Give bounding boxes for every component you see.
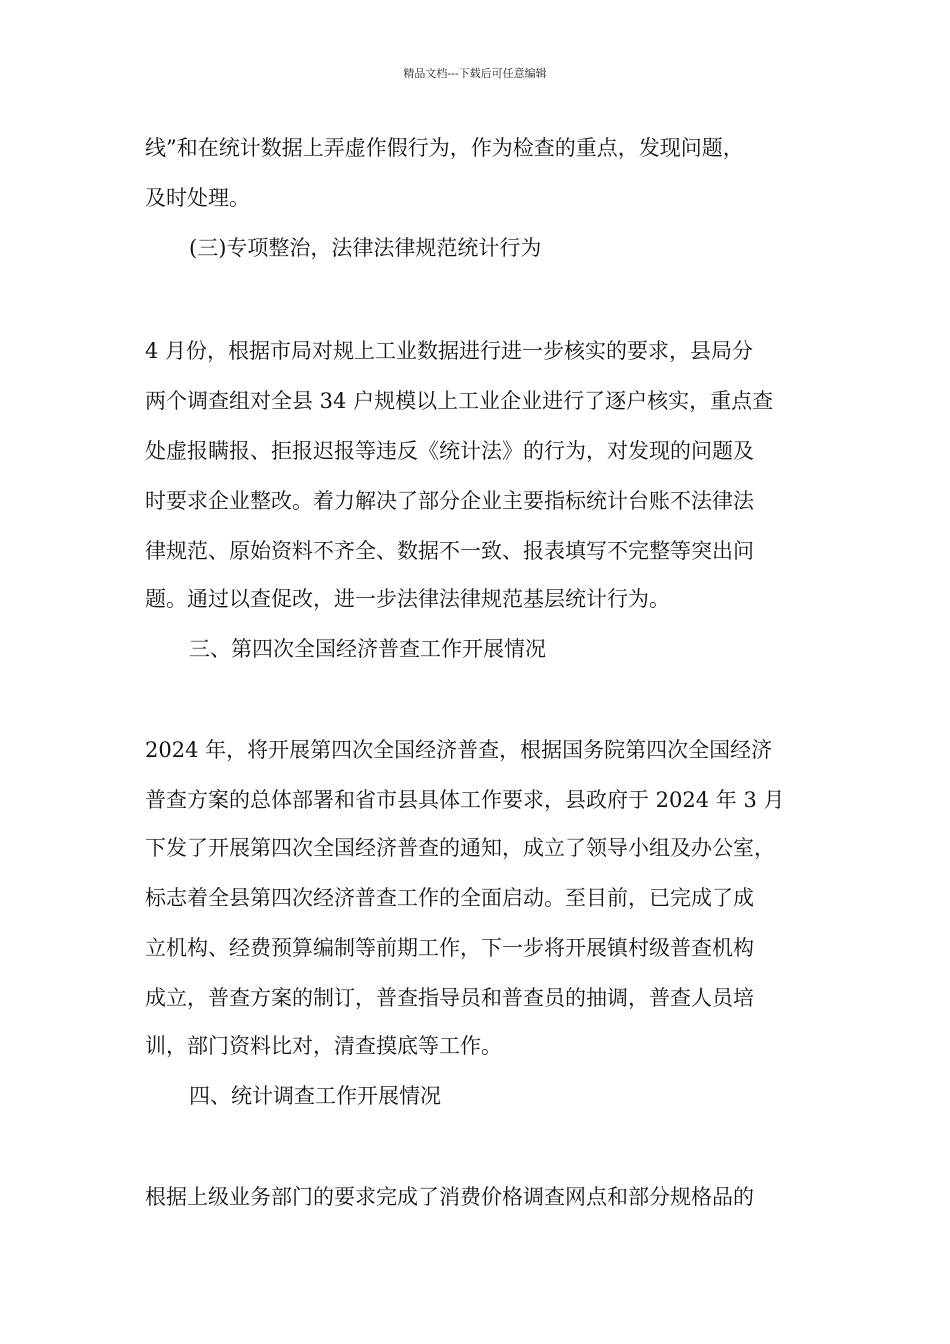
paragraph-line: 4 月份，根据市局对规上工业数据进行进一步核实的要求，县局分 — [145, 339, 754, 363]
paragraph-line: 及时处理。 — [145, 186, 250, 210]
paragraph-line: 2024 年，将开展第四次全国经济普查，根据国务院第四次全国经济 — [145, 738, 773, 762]
paragraph-line: 处虚报瞒报、拒报迟报等违反《统计法》的行为，对发现的问题及 — [145, 439, 754, 463]
paragraph-line: 时要求企业整改。着力解决了部分企业主要指标统计台账不法律法 — [145, 489, 754, 513]
paragraph-line: 律规范、原始资料不齐全、数据不一致、报表填写不完整等突出问 — [145, 539, 754, 563]
paragraph-line: 题。通过以查促改，进一步法律法律规范基层统计行为。 — [145, 587, 670, 611]
paragraph-line: 线”和在统计数据上弄虚作假行为，作为检查的重点，发现问题， — [145, 136, 744, 160]
paragraph-line: 普查方案的总体部署和省市县具体工作要求，县政府于 2024 年 3 月 — [145, 788, 785, 812]
paragraph-line: 成立，普查方案的制订，普查指导员和普查员的抽调，普查人员培 — [145, 986, 754, 1010]
section-heading: (三)专项整治，法律法律规范统计行为 — [189, 236, 542, 260]
page-header: 精品文档---下载后可任意编辑 — [403, 67, 547, 80]
paragraph-line: 训，部门资料比对，清查摸底等工作。 — [145, 1034, 502, 1058]
paragraph-line: 下发了开展第四次全国经济普查的通知，成立了领导小组及办公室， — [145, 836, 775, 860]
paragraph-line: 标志着全县第四次经济普查工作的全面启动。至目前，已完成了成 — [145, 886, 754, 910]
section-heading: 四、统计调查工作开展情况 — [189, 1084, 441, 1108]
paragraph-line: 立机构、经费预算编制等前期工作，下一步将开展镇村级普查机构 — [145, 936, 754, 960]
paragraph-line: 根据上级业务部门的要求完成了消费价格调查网点和部分规格品的 — [145, 1185, 754, 1209]
paragraph-line: 两个调查组对全县 34 户规模以上工业企业进行了逐户核实，重点查 — [145, 389, 774, 413]
section-heading: 三、第四次全国经济普查工作开展情况 — [189, 637, 546, 661]
